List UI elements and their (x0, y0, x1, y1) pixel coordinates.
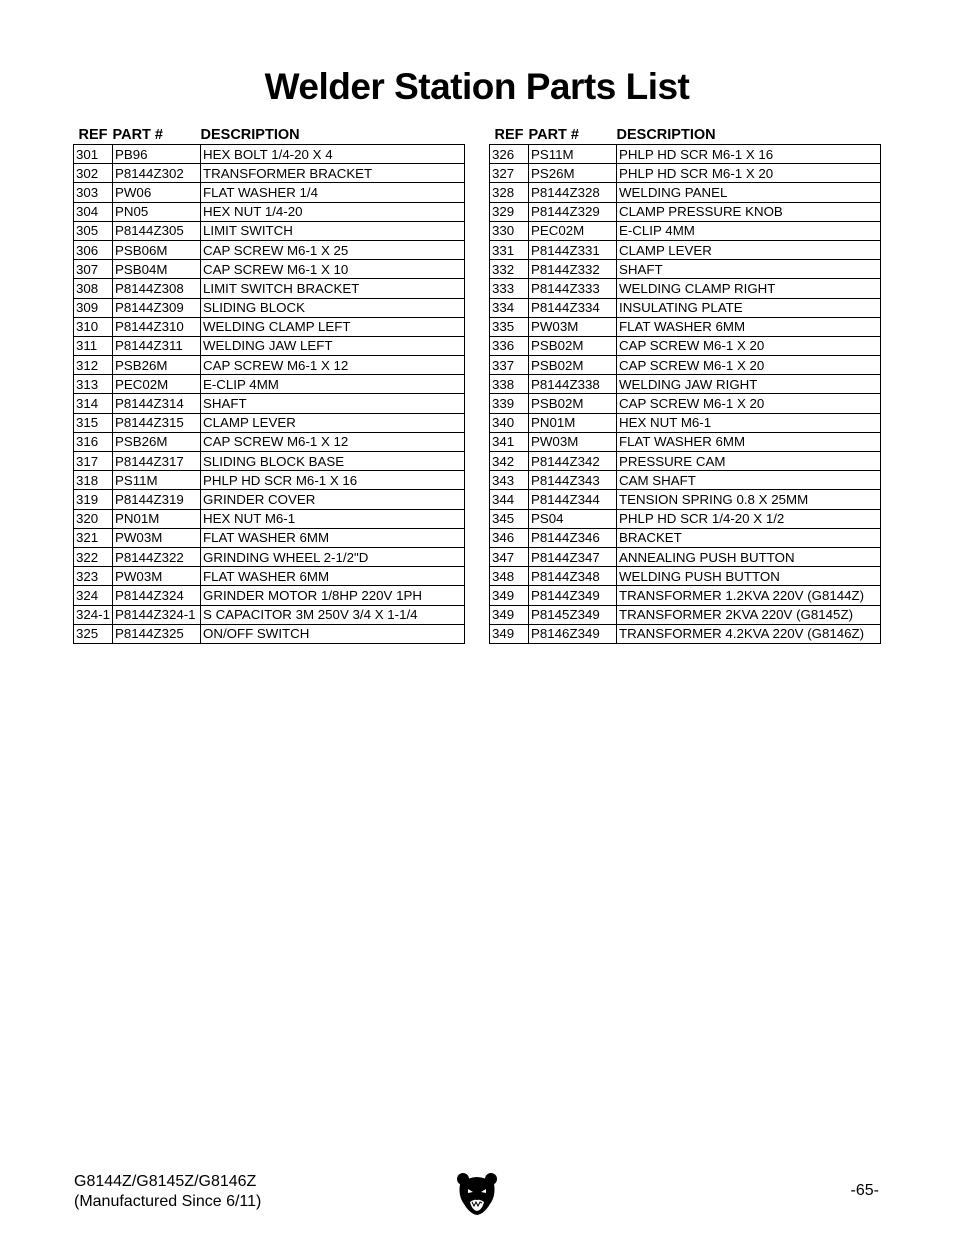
cell-ref: 334 (490, 298, 529, 317)
table-row (490, 317, 881, 336)
cell-part-number: PEC02M (113, 375, 201, 394)
cell-description: TENSION SPRING 0.8 X 25MM (617, 490, 881, 509)
table-row (74, 624, 465, 643)
table-row (490, 279, 881, 298)
table-row (74, 490, 465, 509)
cell-ref: 316 (74, 432, 113, 451)
table-row (490, 298, 881, 317)
cell-part-number: P8144Z319 (113, 490, 201, 509)
cell-ref: 308 (74, 279, 113, 298)
cell-part-number: P8144Z302 (113, 164, 201, 183)
table-row (74, 202, 465, 221)
cell-description: PHLP HD SCR M6-1 X 20 (617, 164, 881, 183)
cell-description: FLAT WASHER 6MM (617, 432, 881, 451)
cell-description: WELDING JAW RIGHT (617, 375, 881, 394)
cell-part-number: PN01M (529, 413, 617, 432)
cell-part-number: PSB02M (529, 394, 617, 413)
table-row (490, 509, 881, 528)
cell-ref: 306 (74, 240, 113, 259)
cell-part-number: P8144Z308 (113, 279, 201, 298)
cell-ref: 313 (74, 375, 113, 394)
table-row (74, 336, 465, 355)
cell-ref: 309 (74, 298, 113, 317)
cell-part-number: P8144Z324-1 (113, 605, 201, 624)
cell-part-number: PSB26M (113, 356, 201, 375)
cell-ref: 322 (74, 547, 113, 566)
cell-ref: 343 (490, 471, 529, 490)
cell-part-number: PW03M (113, 567, 201, 586)
cell-description: CAP SCREW M6-1 X 20 (617, 356, 881, 375)
cell-ref: 304 (74, 202, 113, 221)
table-row (74, 452, 465, 471)
table-row (74, 509, 465, 528)
table-row (490, 528, 881, 547)
cell-part-number: PSB04M (113, 260, 201, 279)
cell-description: E-CLIP 4MM (617, 221, 881, 240)
cell-description: FLAT WASHER 6MM (201, 528, 465, 547)
cell-ref: 344 (490, 490, 529, 509)
cell-part-number: P8144Z329 (529, 202, 617, 221)
page-number: -65- (850, 1182, 879, 1199)
cell-description: CAP SCREW M6-1 X 10 (201, 260, 465, 279)
cell-part-number: P8144Z331 (529, 240, 617, 259)
cell-description: PHLP HD SCR M6-1 X 16 (201, 471, 465, 490)
cell-part-number: PSB02M (529, 356, 617, 375)
table-row (490, 375, 881, 394)
cell-part-number: P8144Z343 (529, 471, 617, 490)
cell-description: HEX NUT M6-1 (201, 509, 465, 528)
cell-ref: 341 (490, 432, 529, 451)
table-row (74, 413, 465, 432)
cell-part-number: P8144Z314 (113, 394, 201, 413)
cell-part-number: P8144Z310 (113, 317, 201, 336)
table-row (490, 471, 881, 490)
cell-ref: 347 (490, 547, 529, 566)
table-row (74, 183, 465, 202)
cell-description: LIMIT SWITCH (201, 221, 465, 240)
cell-description: E-CLIP 4MM (201, 375, 465, 394)
cell-description: CAP SCREW M6-1 X 20 (617, 336, 881, 355)
table-header-row (74, 121, 465, 145)
cell-description: GRINDER COVER (201, 490, 465, 509)
cell-ref: 311 (74, 336, 113, 355)
cell-description: HEX BOLT 1/4-20 X 4 (201, 145, 465, 164)
cell-description: SHAFT (617, 260, 881, 279)
cell-part-number: P8144Z328 (529, 183, 617, 202)
table-row (74, 471, 465, 490)
cell-part-number: P8144Z324 (113, 586, 201, 605)
table-row (490, 586, 881, 605)
cell-description: HEX NUT M6-1 (617, 413, 881, 432)
table-row (74, 528, 465, 547)
cell-part-number: P8145Z349 (529, 605, 617, 624)
cell-part-number: P8146Z349 (529, 624, 617, 643)
cell-ref: 339 (490, 394, 529, 413)
cell-description: SLIDING BLOCK (201, 298, 465, 317)
cell-ref: 324-1 (74, 605, 113, 624)
cell-ref: 329 (490, 202, 529, 221)
table-row (490, 240, 881, 259)
table-row (490, 432, 881, 451)
cell-ref: 331 (490, 240, 529, 259)
cell-description: FLAT WASHER 6MM (617, 317, 881, 336)
table-row (74, 547, 465, 566)
cell-part-number: P8144Z347 (529, 547, 617, 566)
cell-description: GRINDER MOTOR 1/8HP 220V 1PH (201, 586, 465, 605)
table-row (74, 145, 465, 164)
cell-description: HEX NUT 1/4-20 (201, 202, 465, 221)
table-row (490, 547, 881, 566)
cell-description: INSULATING PLATE (617, 298, 881, 317)
cell-description: PHLP HD SCR 1/4-20 X 1/2 (617, 509, 881, 528)
cell-part-number: PN01M (113, 509, 201, 528)
cell-ref: 345 (490, 509, 529, 528)
cell-ref: 330 (490, 221, 529, 240)
cell-part-number: PS26M (529, 164, 617, 183)
cell-ref: 321 (74, 528, 113, 547)
table-row (490, 260, 881, 279)
cell-ref: 325 (74, 624, 113, 643)
cell-description: CAP SCREW M6-1 X 20 (617, 394, 881, 413)
page-title: Welder Station Parts List (264, 66, 690, 107)
cell-ref: 346 (490, 528, 529, 547)
cell-ref: 319 (74, 490, 113, 509)
parts-table-right (489, 121, 881, 644)
cell-part-number: P8144Z317 (113, 452, 201, 471)
cell-description: TRANSFORMER 1.2KVA 220V (G8144Z) (617, 586, 881, 605)
cell-part-number: P8144Z342 (529, 452, 617, 471)
cell-description: CAP SCREW M6-1 X 12 (201, 356, 465, 375)
cell-ref: 342 (490, 452, 529, 471)
table-row (490, 164, 881, 183)
cell-ref: 336 (490, 336, 529, 355)
cell-ref: 326 (490, 145, 529, 164)
cell-description: BRACKET (617, 528, 881, 547)
cell-ref: 328 (490, 183, 529, 202)
cell-part-number: P8144Z334 (529, 298, 617, 317)
table-row (74, 432, 465, 451)
parts-table-left (73, 121, 465, 644)
cell-part-number: P8144Z348 (529, 567, 617, 586)
cell-part-number: PSB02M (529, 336, 617, 355)
cell-description: CAM SHAFT (617, 471, 881, 490)
cell-description: CLAMP LEVER (617, 240, 881, 259)
cell-part-number: P8144Z309 (113, 298, 201, 317)
cell-description: WELDING CLAMP LEFT (201, 317, 465, 336)
cell-description: FLAT WASHER 1/4 (201, 183, 465, 202)
cell-part-number: P8144Z332 (529, 260, 617, 279)
footer-manufactured: (Manufactured Since 6/11) (74, 1193, 262, 1210)
table-row (74, 375, 465, 394)
cell-part-number: P8144Z311 (113, 336, 201, 355)
cell-ref: 349 (490, 605, 529, 624)
cell-description: WELDING JAW LEFT (201, 336, 465, 355)
table-row (74, 605, 465, 624)
cell-ref: 317 (74, 452, 113, 471)
table-row (74, 356, 465, 375)
cell-part-number: P8144Z325 (113, 624, 201, 643)
cell-ref: 327 (490, 164, 529, 183)
table-row (74, 279, 465, 298)
cell-part-number: PS11M (529, 145, 617, 164)
cell-part-number: PS11M (113, 471, 201, 490)
cell-part-number: P8144Z305 (113, 221, 201, 240)
cell-description: WELDING PUSH BUTTON (617, 567, 881, 586)
cell-ref: 335 (490, 317, 529, 336)
cell-ref: 314 (74, 394, 113, 413)
cell-ref: 337 (490, 356, 529, 375)
table-row (74, 260, 465, 279)
cell-description: CAP SCREW M6-1 X 25 (201, 240, 465, 259)
cell-ref: 310 (74, 317, 113, 336)
cell-ref: 349 (490, 624, 529, 643)
cell-part-number: PS04 (529, 509, 617, 528)
cell-ref: 348 (490, 567, 529, 586)
cell-ref: 323 (74, 567, 113, 586)
cell-ref: 302 (74, 164, 113, 183)
table-row (490, 413, 881, 432)
table-row (490, 452, 881, 471)
table-row (490, 145, 881, 164)
cell-part-number: P8144Z315 (113, 413, 201, 432)
cell-part-number: PW03M (113, 528, 201, 547)
table-row (74, 317, 465, 336)
cell-description: TRANSFORMER 2KVA 220V (G8145Z) (617, 605, 881, 624)
cell-part-number: P8144Z344 (529, 490, 617, 509)
header-part: PART # (528, 127, 579, 143)
cell-ref: 301 (74, 145, 113, 164)
cell-part-number: PSB26M (113, 432, 201, 451)
cell-ref: 303 (74, 183, 113, 202)
cell-ref: 324 (74, 586, 113, 605)
cell-ref: 307 (74, 260, 113, 279)
cell-description: S CAPACITOR 3M 250V 3/4 X 1-1/4 (201, 605, 465, 624)
cell-part-number: PB96 (113, 145, 201, 164)
header-part: PART # (112, 127, 163, 143)
table-row (74, 394, 465, 413)
footer-model-number: G8144Z/G8145Z/G8146Z (74, 1173, 257, 1190)
table-row (74, 240, 465, 259)
cell-description: PHLP HD SCR M6-1 X 16 (617, 145, 881, 164)
cell-description: ON/OFF SWITCH (201, 624, 465, 643)
table-row (490, 183, 881, 202)
table-row (490, 394, 881, 413)
table-row (490, 202, 881, 221)
cell-description: CLAMP PRESSURE KNOB (617, 202, 881, 221)
header-description: DESCRIPTION (200, 127, 300, 143)
table-row (490, 221, 881, 240)
cell-description: ANNEALING PUSH BUTTON (617, 547, 881, 566)
table-row (490, 605, 881, 624)
table-row (490, 336, 881, 355)
cell-part-number: P8144Z333 (529, 279, 617, 298)
cell-description: CAP SCREW M6-1 X 12 (201, 432, 465, 451)
table-row (74, 586, 465, 605)
cell-ref: 332 (490, 260, 529, 279)
cell-part-number: P8144Z349 (529, 586, 617, 605)
table-row (490, 490, 881, 509)
cell-ref: 318 (74, 471, 113, 490)
cell-description: SLIDING BLOCK BASE (201, 452, 465, 471)
cell-ref: 349 (490, 586, 529, 605)
header-description: DESCRIPTION (616, 127, 716, 143)
cell-description: TRANSFORMER 4.2KVA 220V (G8146Z) (617, 624, 881, 643)
cell-part-number: P8144Z322 (113, 547, 201, 566)
cell-description: CLAMP LEVER (201, 413, 465, 432)
cell-description: SHAFT (201, 394, 465, 413)
cell-description: WELDING PANEL (617, 183, 881, 202)
cell-ref: 338 (490, 375, 529, 394)
cell-description: WELDING CLAMP RIGHT (617, 279, 881, 298)
cell-part-number: PEC02M (529, 221, 617, 240)
table-row (74, 164, 465, 183)
cell-description: LIMIT SWITCH BRACKET (201, 279, 465, 298)
table-row (490, 356, 881, 375)
cell-part-number: PSB06M (113, 240, 201, 259)
cell-part-number: PW03M (529, 317, 617, 336)
table-row (74, 567, 465, 586)
cell-description: GRINDING WHEEL 2-1/2"D (201, 547, 465, 566)
cell-ref: 305 (74, 221, 113, 240)
cell-part-number: PN05 (113, 202, 201, 221)
cell-ref: 320 (74, 509, 113, 528)
cell-part-number: PW06 (113, 183, 201, 202)
cell-ref: 312 (74, 356, 113, 375)
cell-description: TRANSFORMER BRACKET (201, 164, 465, 183)
cell-description: FLAT WASHER 6MM (201, 567, 465, 586)
cell-ref: 340 (490, 413, 529, 432)
footer-model-info (74, 1172, 261, 1212)
table-row (74, 221, 465, 240)
cell-part-number: P8144Z338 (529, 375, 617, 394)
cell-ref: 315 (74, 413, 113, 432)
header-ref: REF (494, 127, 524, 143)
table-header-row (490, 121, 881, 145)
table-row (74, 298, 465, 317)
grizzly-bear-head-icon (456, 1172, 498, 1216)
cell-part-number: PW03M (529, 432, 617, 451)
cell-description: PRESSURE CAM (617, 452, 881, 471)
cell-part-number: P8144Z346 (529, 528, 617, 547)
header-ref: REF (78, 127, 108, 143)
cell-ref: 333 (490, 279, 529, 298)
table-row (490, 624, 881, 643)
table-row (490, 567, 881, 586)
